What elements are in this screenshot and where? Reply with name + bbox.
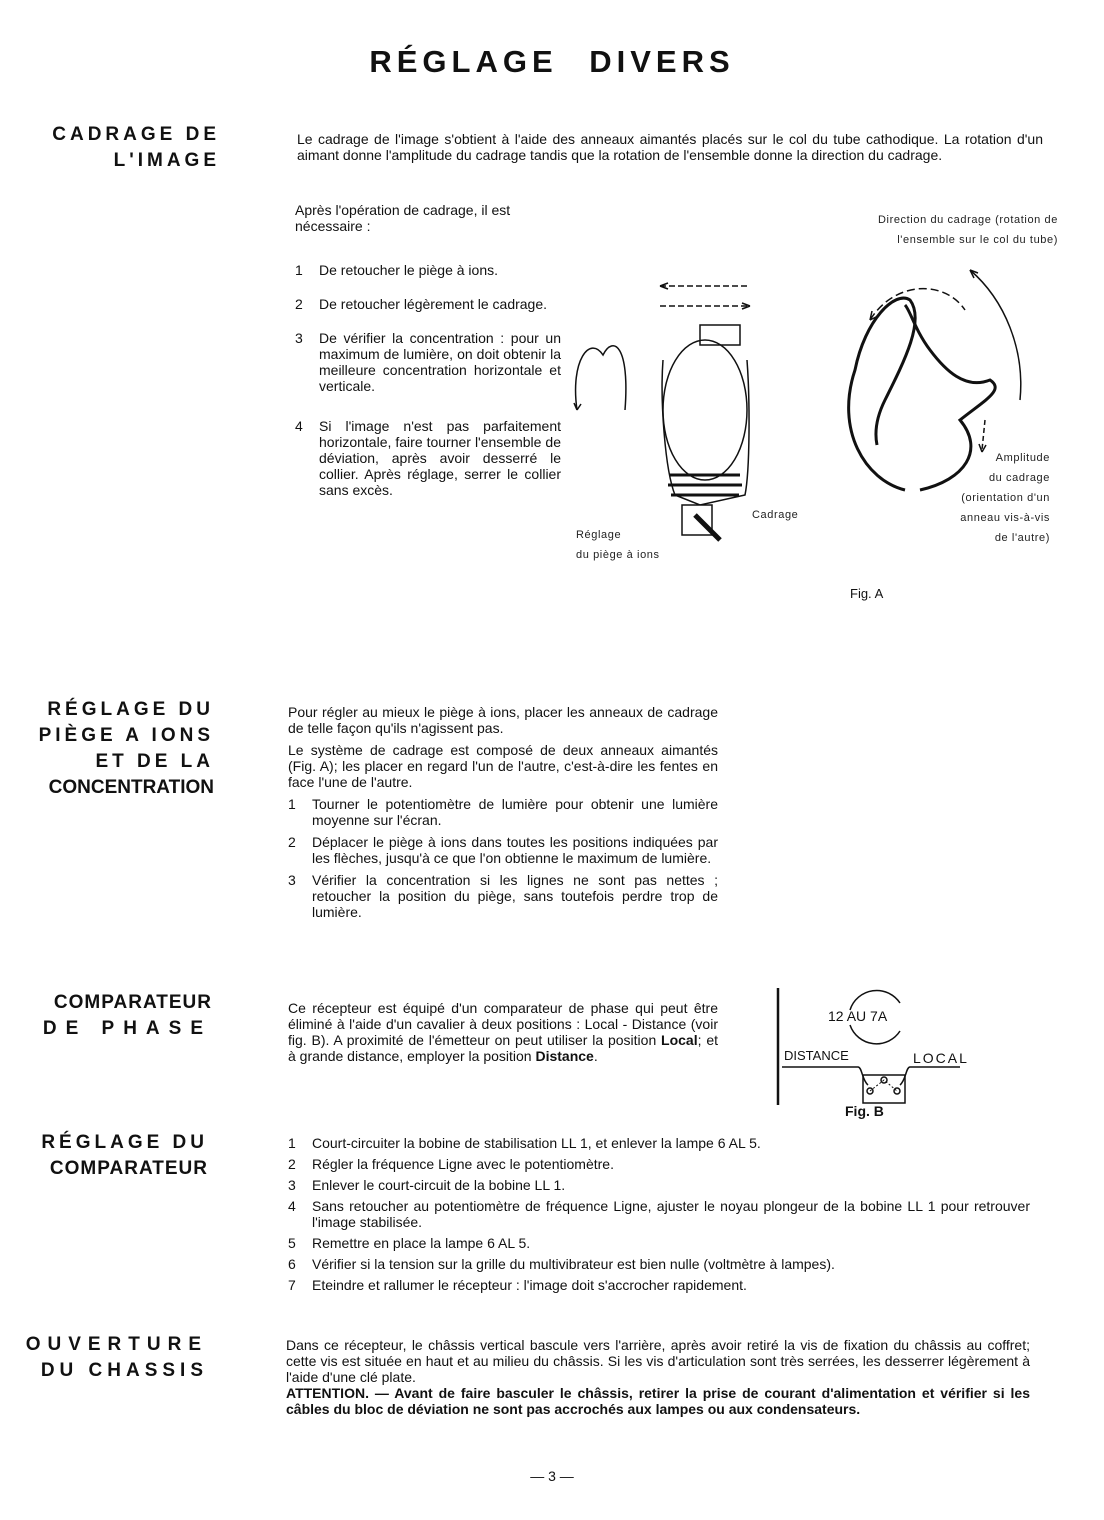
item-number: 4 [295, 418, 303, 434]
item-text: Déplacer le piège à ions dans toutes les positions indiquées par les flèches, jusqu'à ce que l'on obtienne le maximum de lumière. [312, 834, 718, 866]
paragraph: Dans ce récepteur, le châssis vertical bascule vers l'arrière, après avoir retiré la vis de fixation du châssis au coffret; cette vis est située en haut et au milieu du châssis. Si les vis d'articulation sont très serrées, les desserrer légèrement à l'aide d'une clé plate. [286, 1337, 1030, 1385]
item-text: Remettre en place la lampe 6 AL 5. [312, 1235, 531, 1251]
caption-line: anneau vis-à-vis [960, 512, 1050, 524]
item-text: Vérifier la concentration si les lignes ne sont pas nettes ; retoucher la position du piège, sans toutefois perdre trop de lumière. [312, 872, 718, 920]
item-text: Sans retoucher au potentiomètre de fréquence Ligne, ajuster le noyau plongeur de la bobine LL 1 pour retrouver l'image stabilisée. [312, 1198, 1030, 1230]
item-number: 7 [288, 1277, 296, 1293]
heading-cadrage [40, 122, 220, 174]
list-item [295, 418, 561, 498]
item-number: 1 [295, 262, 303, 278]
heading-line: ET DE LA [95, 751, 214, 772]
fig-b-label: Fig. B [845, 1103, 884, 1119]
item-number: 6 [288, 1256, 296, 1272]
fig-a-label: Fig. A [850, 586, 884, 601]
list-item [288, 1156, 1030, 1172]
page-number: — 3 — [530, 1468, 574, 1484]
item-text: Régler la fréquence Ligne avec le potentiomètre. [312, 1156, 614, 1172]
list-item [288, 834, 718, 866]
list-item [295, 330, 561, 394]
fig-b-distance-label: DISTANCE [784, 1048, 849, 1063]
caption-line: l'ensemble sur le col du tube) [897, 234, 1058, 246]
caption-line: Réglage [576, 529, 622, 541]
local-term: Local [661, 1032, 698, 1048]
cadrage-steps [295, 202, 561, 504]
fig-a-cadrage-label: Cadrage [752, 509, 799, 521]
ouverture-body [286, 1337, 1030, 1417]
reglage-comparateur-steps [288, 1135, 1030, 1298]
item-number: 3 [288, 872, 296, 888]
item-text: Si l'image n'est pas parfaitement horizontale, faire tourner l'ensemble de déviation, après avoir desserré le collier. Après réglage, serrer le collier sans excès. [319, 418, 561, 498]
list-item [288, 1135, 1030, 1151]
page-title: RÉGLAGE DIVERS [369, 44, 735, 79]
curved-arrow-icon [574, 346, 626, 410]
ion-trap-clamp-drawing [662, 325, 749, 540]
fig-b-local-label: LOCAL [913, 1050, 969, 1066]
piege-body [288, 704, 718, 926]
list-item [288, 1177, 1030, 1193]
distance-term: Distance [535, 1048, 594, 1064]
item-number: 1 [288, 1135, 296, 1151]
list-item [288, 1256, 1030, 1272]
heading-line: RÉGLAGE DU [47, 699, 214, 720]
caption-line: Amplitude [995, 452, 1050, 464]
list-item [288, 1235, 1030, 1251]
item-number: 5 [288, 1235, 296, 1251]
item-number: 2 [288, 1156, 296, 1172]
heading-line: COMPARATEUR [53, 992, 212, 1013]
list-item [288, 1198, 1030, 1230]
list-item [295, 296, 561, 312]
heading-ouverture [20, 1332, 208, 1384]
heading-line: RÉGLAGE DU [41, 1132, 208, 1153]
list-item [288, 1277, 1030, 1293]
item-text: Eteindre et rallumer le récepteur : l'image doit s'accrocher rapidement. [312, 1277, 747, 1293]
fig-b-tube-label: 12 AU 7A [828, 1008, 888, 1024]
list-item [288, 872, 718, 920]
item-text: Enlever le court-circuit de la bobine LL 1. [312, 1177, 566, 1193]
caption-line: de l'autre) [994, 532, 1050, 544]
heading-line: PIÈGE A IONS [38, 725, 214, 746]
fig-a-amplitude-caption [900, 448, 1050, 548]
caption-line: du cadrage [988, 472, 1050, 484]
fig-a-piege-caption [576, 525, 660, 565]
fig-a-direction-caption [800, 210, 1058, 250]
caption-line: (orientation d'un [961, 492, 1050, 504]
heading-line: DU CHASSIS [40, 1360, 208, 1381]
item-number: 4 [288, 1198, 296, 1214]
text: . [593, 1048, 598, 1064]
heading-line: L'IMAGE [113, 150, 220, 171]
heading-line: OUVERTURE [25, 1334, 208, 1355]
heading-comparateur [20, 990, 212, 1042]
item-text: Court-circuiter la bobine de stabilisation LL 1, et enlever la lampe 6 AL 5. [312, 1135, 761, 1151]
heading-reglage-comparateur [20, 1130, 208, 1182]
item-text: Vérifier si la tension sur la grille du multivibrateur est bien nulle (voltmètre à lampes). [312, 1256, 835, 1272]
item-number: 2 [295, 296, 303, 312]
item-number: 3 [295, 330, 303, 346]
heading-line: CONCENTRATION [48, 777, 214, 798]
list-item [295, 262, 561, 278]
heading-piege [20, 697, 214, 801]
list-item [288, 796, 718, 828]
heading-line: DE PHASE [42, 1018, 212, 1039]
paragraph: Pour régler au mieux le piège à ions, placer les anneaux de cadrage de telle façon qu'ils n'agissent pas. [288, 704, 718, 736]
comparateur-text [288, 1000, 718, 1064]
item-number: 3 [288, 1177, 296, 1193]
caption-line: Direction du cadrage (rotation de [877, 214, 1058, 226]
heading-line: CADRAGE DE [52, 124, 220, 145]
cadrage-intro: Le cadrage de l'image s'obtient à l'aide des anneaux aimantés placés sur le col du tube cathodique. La rotation d'un aimant donne l'amplitude du cadrage tandis que la rotation de l'ensemble donne la direction du cadrage. [297, 131, 1043, 163]
caption-line: du piège à ions [576, 549, 660, 561]
cadrage-lead: Après l'opération de cadrage, il est nécessaire : [295, 202, 511, 234]
paragraph: Le système de cadrage est composé de deux anneaux aimantés (Fig. A); les placer en regard l'un de l'autre, c'est-à-dire les fentes en face l'une de l'autre. [288, 742, 718, 790]
item-text: De vérifier la concentration : pour un maximum de lumière, on doit obtenir la meilleure concentration horizontale et verticale. [319, 330, 561, 394]
item-text: Tourner le potentiomètre de lumière pour obtenir une lumière moyenne sur l'écran. [312, 796, 718, 828]
move-arrows-icon [660, 283, 750, 309]
item-number: 2 [288, 834, 296, 850]
item-number: 1 [288, 796, 296, 812]
warning-paragraph: ATTENTION. — Avant de faire basculer le châssis, retirer la prise de courant d'alimentation et vérifier si les câbles du bloc de déviation ne sont pas accrochés aux lampes ou aux condensateurs. [286, 1385, 1030, 1417]
text: Ce récepteur est équipé d'un comparateur de phase qui peut être éliminé à l'aide d'un cavalier à deux positions : Local - Distance (voir fig. B). A proximité de l'émetteur on peut utiliser la position [288, 1000, 718, 1048]
text: ; et à grande distance, employer la position [288, 1032, 718, 1064]
item-text: De retoucher le piège à ions. [319, 262, 498, 278]
item-text: De retoucher légèrement le cadrage. [319, 296, 548, 312]
heading-line: COMPARATEUR [49, 1158, 208, 1179]
jumper-switch-icon [863, 1075, 905, 1103]
